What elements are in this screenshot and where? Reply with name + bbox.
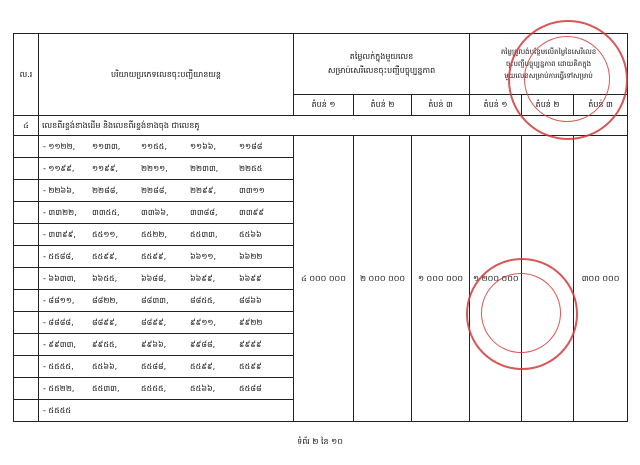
plate-number: ៥៥៣៣,: [190, 229, 218, 239]
plate-number: - ៥៥៥៥,: [43, 361, 74, 371]
tier-header: តំបន់ ២: [522, 95, 574, 116]
tier-header: តំបន់ ២: [354, 95, 412, 116]
plate-number: ៥៥៦៦,: [92, 361, 118, 371]
plate-number: ១១៣៣,: [92, 141, 121, 151]
plate-number: ៩៩៩៩: [239, 339, 262, 349]
plate-number: ៥៥៩៩,: [141, 251, 167, 261]
plate-number: ១១៩៩,: [92, 163, 118, 173]
plate-list-cell: [39, 246, 294, 268]
plate-number: ៣៣៦៦,: [141, 207, 169, 217]
row-number-cell: [14, 312, 39, 334]
row-number-cell: [14, 158, 39, 180]
plate-number: ១១៦៦,: [190, 141, 216, 151]
plate-number: ៦៦៥៥,: [92, 273, 118, 283]
plate-number: ៨៨៥៥,: [190, 295, 216, 305]
plate-number: ៩៩៨៨,: [190, 339, 216, 349]
plate-number: ៥៥៩៩,: [190, 361, 216, 371]
plate-list-cell: [39, 378, 294, 400]
row-number-cell: [14, 334, 39, 356]
plate-number: ១១៥៥,: [141, 141, 167, 151]
plate-number: ៦៦១១,: [190, 251, 216, 261]
plate-number: - ៥៥២២,: [43, 383, 75, 393]
plate-number: ៥៥៨៨: [239, 383, 262, 393]
plate-list-cell: [39, 400, 294, 422]
plate-number: ២២៩៩,: [190, 185, 216, 195]
plate-number: ៥៥១១,: [92, 229, 118, 239]
plate-number: ៣៣៨៨,: [190, 207, 218, 217]
plate-number: ២២៥៥: [239, 163, 263, 173]
desc-header: បរិយាយប្រភេទលេខចុះបញ្ជីយានយន្ត: [39, 34, 294, 116]
price-tier3: ១ ០០០ ០០០: [412, 136, 470, 422]
plate-list-cell: [39, 312, 294, 334]
top-stamp: [508, 20, 628, 140]
row-number-cell: [14, 400, 39, 422]
row-number-cell: [14, 180, 39, 202]
plate-number: ៨៨៩៩,: [92, 317, 118, 327]
plate-list-cell: [39, 202, 294, 224]
plate-number: - ១១២២,: [43, 141, 76, 151]
plate-number: ៣៣៥៥,: [92, 207, 120, 217]
row-number-cell: [14, 378, 39, 400]
no-header: ល.រ: [14, 34, 39, 116]
section-title: លេខពីរខ្ទង់ខាងដើម និងលេខពីរខ្ទង់ខាងចុង ជាលេខគូ: [39, 116, 628, 136]
plate-row: [14, 136, 628, 158]
tier-header: តំបន់ ៣: [412, 95, 470, 116]
plate-number: ៥៥៦៦: [239, 229, 262, 239]
price-header-line1: តម្លៃលក់ក្នុងមួយលេខ: [349, 52, 414, 61]
plate-number: - ៨៨៨៨,: [43, 317, 74, 327]
plate-number: ២២៨៨,: [92, 185, 118, 195]
row-number-cell: [14, 246, 39, 268]
section-number: ៤: [14, 116, 39, 136]
plate-number: ១១៨៨: [239, 141, 263, 151]
plate-number: ៥៥៥៥,: [141, 383, 167, 393]
plate-number: - ៣៣២២,: [43, 207, 77, 217]
extra-header-line3: មួយលេខសម្រាប់ការធ្វើទៅសម្រាប់: [504, 72, 593, 80]
plate-number: ៥៥២២,: [141, 229, 167, 239]
tier-header: តំបន់ ១: [470, 95, 522, 116]
plate-number: ៥៥៣៣,: [92, 383, 120, 393]
plate-number: - ៥៥៨៨,: [43, 251, 74, 261]
plate-number: ៨៨៩៩,: [141, 317, 167, 327]
tier-header: តំបន់ ១: [294, 95, 354, 116]
plate-number: ៣៣៩៩: [239, 207, 264, 217]
plate-number: ៦៦៩៩: [239, 273, 262, 283]
plate-number: ៩៩១១,: [190, 317, 216, 327]
plate-number: ៨៨២២,: [92, 295, 118, 305]
plate-number: ២២១១,: [141, 163, 168, 173]
plate-number: - ៥៥៥៥: [43, 405, 72, 415]
row-number-cell: [14, 224, 39, 246]
plate-list-cell: [39, 224, 294, 246]
plate-list-cell: [39, 136, 294, 158]
plate-number: ៨៨៦៦: [239, 295, 262, 305]
plate-number: ៥៥៩៩: [239, 361, 262, 371]
row-number-cell: [14, 290, 39, 312]
plate-list-cell: [39, 356, 294, 378]
price-extra1: ១ ២០០ ០០០: [470, 136, 522, 422]
row-number-cell: [14, 202, 39, 224]
price-tier1: ៤ ០០០ ០០០: [294, 136, 354, 422]
plate-number: ៩៩២២: [239, 317, 263, 327]
extra-header-line2: ចុះបញ្ជីបច្ចុប្បន្នភាព ដោយគិតក្នុង: [505, 60, 592, 68]
plate-number: - ១១៩៩,: [43, 163, 75, 173]
plate-number: ៦៦៨៨,: [141, 273, 167, 283]
extra-header-line1: តម្លៃត្រូវបង់បន្ថែមលើតម្លៃនៃសេរីលេខ: [500, 48, 597, 56]
plate-number: ៦៦៩៩,: [190, 273, 216, 283]
plate-number: - ៣៣៩៩,: [43, 229, 76, 239]
plate-list-cell: [39, 180, 294, 202]
price-tier2: ២ ០០០ ០០០: [354, 136, 412, 422]
plate-number: ៨៨៣៣,: [141, 295, 169, 305]
plate-number: ៥៥៦៦,: [190, 383, 216, 393]
row-number-cell: [14, 356, 39, 378]
plate-list-cell: [39, 158, 294, 180]
plate-number: ៩៩៦៦,: [141, 339, 167, 349]
price-header: [294, 34, 470, 95]
price-extra3: ៣០០ ០០០: [574, 136, 628, 422]
plate-number: ៣៣១១: [239, 185, 265, 195]
plate-number: - ២២៦៦,: [43, 185, 75, 195]
plate-number: ២២៨៨,: [141, 185, 167, 195]
plate-number: - ៩៩៣៣,: [43, 339, 76, 349]
plate-list-cell: [39, 290, 294, 312]
plate-number: ៩៩៥៥,: [92, 339, 118, 349]
plate-number: ៦៦២២: [239, 251, 263, 261]
plate-list-cell: [39, 268, 294, 290]
row-number-cell: [14, 268, 39, 290]
bottom-stamp: [466, 258, 578, 370]
plate-number: - ៨៨១១,: [43, 295, 75, 305]
row-number-cell: [14, 136, 39, 158]
plate-number: ២២៣៣,: [190, 163, 219, 173]
price-header-line2: សម្រាប់សេរីលេខចុះបញ្ជីបច្ចុប្បន្នភាព: [327, 66, 436, 75]
plate-number: ៥៥៩៩,: [92, 251, 118, 261]
tier-header: តំបន់ ៣: [574, 95, 628, 116]
page-number: ទំព័រ ២ នៃ ១០: [297, 437, 343, 446]
plate-list-cell: [39, 334, 294, 356]
plate-number: - ៦៦៣៣,: [43, 273, 76, 283]
plate-number: ៥៥៨៨,: [141, 361, 167, 371]
